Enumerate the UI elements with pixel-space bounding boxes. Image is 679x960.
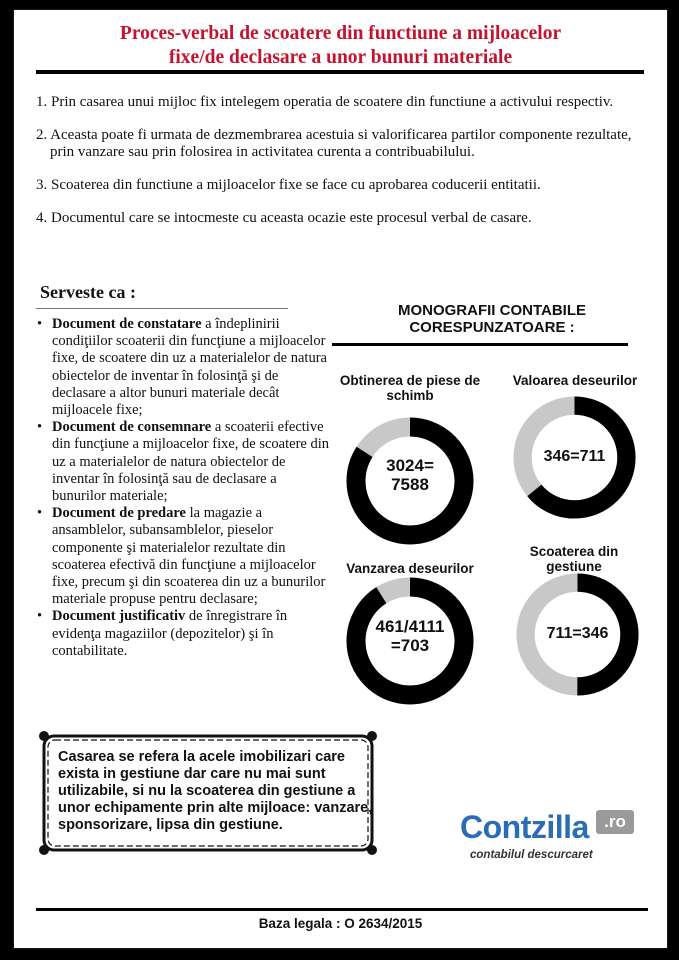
donut-value-line: 711=346	[546, 625, 609, 642]
intro-point-2: 2. Aceasta poate fi urmata de dezmembrarea acestuia si valorificarea partilor componente rezultate, prin vanzare sau prin folosirea in activitatea curenta a contribuabilului.	[36, 127, 632, 160]
title-line-1: Proces-verbal de scoatere din functiune a mijloacelor	[119, 23, 562, 44]
uses-list	[34, 316, 334, 660]
donut-label-valoarea: Valoarea deseurilor	[512, 373, 638, 388]
donut-label-vanzarea: Vanzarea deseurilor	[346, 561, 474, 576]
monografii-heading	[334, 302, 650, 336]
monografii-heading-line-1: MONOGRAFII CONTABILE	[397, 302, 587, 319]
list-item-text: a scoaterii efective din funcţiune a mijloacelor fixe, de scoatere din uz a materialelor de natura obiectelor de inventar în folosinţă sau de declasare a bunurilor materiale;	[52, 419, 330, 505]
monografii-divider	[332, 343, 628, 346]
list-item-bold: Document justificativ	[52, 608, 186, 625]
bullet-icon: •	[37, 505, 43, 522]
intro-point-3: 3. Scoaterea din functiune a mijloacelor fixe se face cu aprobarea coducerii entitatii.	[36, 177, 541, 193]
list-item	[34, 505, 334, 608]
footer-divider	[36, 908, 648, 911]
logo-tagline: contabilul descurcaret	[470, 849, 593, 861]
serveste-heading: Serveste ca :	[40, 282, 136, 302]
bullet-icon: •	[37, 316, 43, 332]
intro-point-4: 4. Documentul care se intocmeste cu aceasta ocazie este procesul verbal de casare.	[36, 210, 532, 226]
bullet-icon: •	[37, 608, 43, 625]
donut-value-line: 461/4111	[375, 617, 445, 636]
donut-value-piese	[345, 456, 475, 494]
serveste-divider	[36, 308, 288, 309]
logo-name: Contzilla	[460, 809, 589, 845]
list-item-text: a îndeplinirii condiţiilor scoaterii din funcţiune a mijloacelor fixe, de scoatere din uz a materialelor de natura obiectelor de inventar în folosinţă şi de declasare a altor bunuri materiale decât mijloacele fixe;	[52, 316, 327, 419]
title-divider	[36, 70, 644, 74]
document-sheet	[14, 10, 667, 948]
list-item	[34, 419, 334, 505]
list-item-bold: Document de consemnare	[52, 419, 212, 436]
legal-basis: Baza legala : O 2634/2015	[258, 916, 423, 931]
note-text: Casarea se refera la acele imobilizari care exista in gestiune dar care nu mai sunt utilizabile, si nu la scoaterea din gestiune a unor echipamente prin alte mijloace: vanzare, sponsorizare, lipsa din gestiune.	[58, 749, 373, 833]
donut-value-line: 346=711	[543, 448, 606, 465]
intro-section	[36, 94, 641, 243]
logo-tld: .ro	[596, 810, 634, 834]
donut-value-valoarea	[512, 447, 637, 466]
donut-value-vanzarea	[345, 617, 475, 655]
list-item-text: la magazie a ansamblelor, subansamblelor, pieselor componente şi materialelor rezultate din scoaterea efectivă din funcţiune a mijloacelor fixe, precum şi din scoaterea din uz a bunurilor materiale propuse pentru declasare;	[52, 505, 326, 608]
list-item-bold: Document de constatare	[52, 316, 202, 332]
intro-point-1: 1. Prin casarea unui mijloc fix intelegem operatia de scoatere din functiune a activului respectiv.	[36, 94, 614, 110]
list-item-text: de înregistrare în evidenţa magaziilor (depozitelor) şi în contabilitate.	[52, 608, 288, 659]
list-item	[34, 316, 334, 419]
donut-label-scoaterea: Scoaterea din gestiune	[529, 544, 619, 574]
bullet-icon: •	[37, 419, 43, 436]
donut-value-scoaterea	[515, 624, 640, 643]
donut-label-piese: Obtinerea de piese de schimb	[339, 373, 481, 403]
donut-value-line: =703	[390, 636, 430, 655]
donut-value-line: 3024=	[386, 456, 434, 475]
list-item-bold: Document de predare	[52, 505, 186, 522]
donut-value-line: 7588	[391, 475, 429, 494]
list-item	[34, 608, 334, 660]
title-line-2: fixe/de declasare a unor bunuri materiale	[168, 47, 513, 68]
monografii-heading-line-2: CORESPUNZATOARE :	[409, 319, 575, 336]
document-title	[14, 22, 667, 70]
